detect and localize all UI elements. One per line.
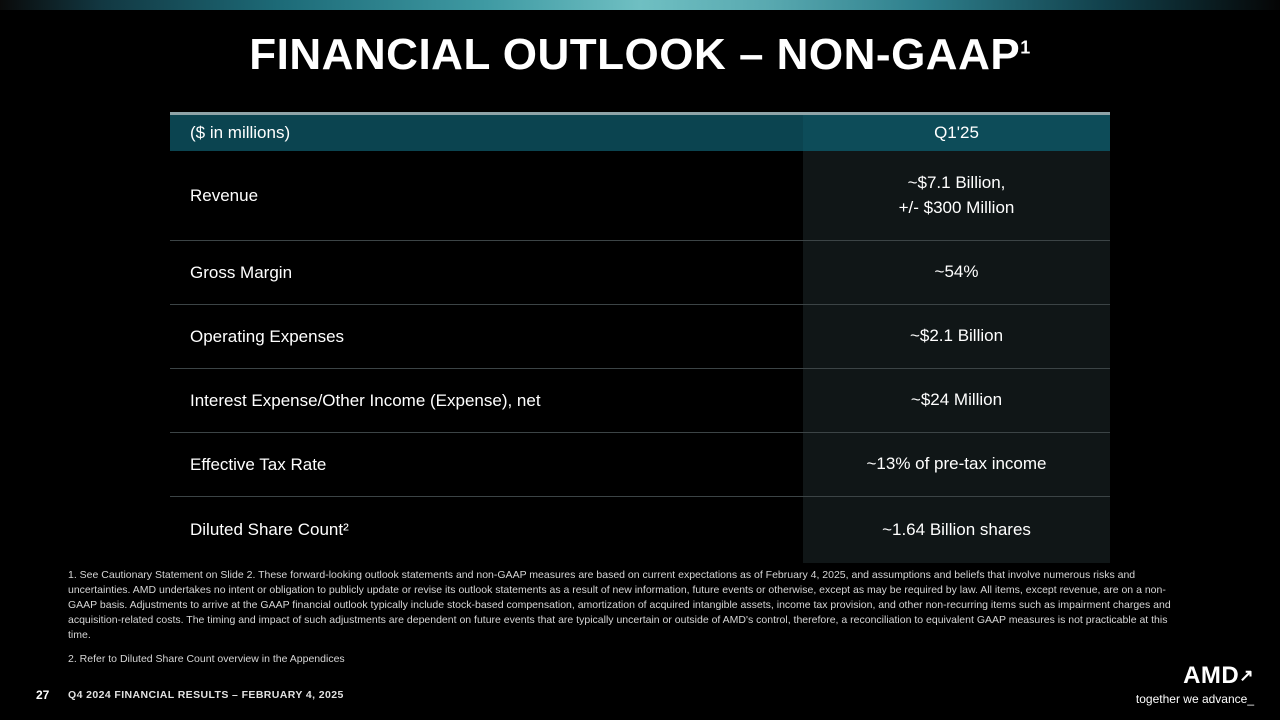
table-row <box>170 433 1110 497</box>
row-value-revenue-line2: +/- $300 Million <box>898 197 1015 217</box>
amd-wordmark <box>1136 664 1254 688</box>
row-label-effective-tax-rate: Effective Tax Rate <box>170 433 803 497</box>
row-label-gross-margin: Gross Margin <box>170 241 803 305</box>
amd-tagline: together we advance_ <box>1135 692 1254 706</box>
table-row <box>170 369 1110 433</box>
outlook-table <box>170 112 1110 563</box>
amd-wordmark-text: AMD <box>1183 662 1240 689</box>
row-label-interest-expense: Interest Expense/Other Income (Expense), net <box>170 369 803 433</box>
row-value-interest-expense: ~$24 Million <box>803 369 1110 433</box>
row-value-revenue-line1: ~$7.1 Billion, <box>907 172 1006 192</box>
row-label-diluted-share-count: Diluted Share Count² <box>170 497 803 563</box>
amd-arrow-icon: ↗ <box>1239 666 1254 685</box>
table-row <box>170 241 1110 305</box>
table-header-q125: Q1'25 <box>803 115 1110 151</box>
table-row <box>170 151 1110 241</box>
row-value-diluted-share-count: ~1.64 Billion shares <box>803 497 1110 563</box>
row-value-effective-tax-rate: ~13% of pre-tax income <box>803 433 1110 497</box>
amd-logo <box>1136 664 1254 706</box>
table-header-row <box>170 115 1110 151</box>
row-value-revenue <box>803 151 1110 241</box>
row-label-operating-expenses: Operating Expenses <box>170 305 803 369</box>
page-number: 27 <box>36 688 50 702</box>
row-value-gross-margin: ~54% <box>803 241 1110 305</box>
row-value-operating-expenses: ~$2.1 Billion <box>803 305 1110 369</box>
table-row <box>170 305 1110 369</box>
top-accent-bar <box>0 0 1280 10</box>
page-title <box>0 30 1280 80</box>
page-title-footnote-marker: 1 <box>1020 37 1031 58</box>
page-title-text: FINANCIAL OUTLOOK – NON-GAAP <box>249 30 1021 79</box>
footnote-2: 2. Refer to Diluted Share Count overview in the Appendices <box>68 652 345 665</box>
footnotes <box>68 568 1188 675</box>
table-header-label: ($ in millions) <box>170 115 803 151</box>
footnote-1: 1. See Cautionary Statement on Slide 2. These forward-looking outlook statements and non-GAAP measures are based on current expectations as of February 4, 2025, and assumptions and beliefs that involve numerous risks and uncertainties. AMD undertakes no intent or obligation to publicly update or revise its outlook statements as a result of new information, future events or otherwise, except as may be required by law. All items, except revenue, are on a non-GAAP basis. Adjustments to arrive at the GAAP financial outlook typically include stock-based compensation, amortization of acquired intangible assets, income tax provision, and other non-recurring items such as impairment charges and acquisition-related costs. The timing and impact of such adjustments are dependent on future events that are typically uncertain or outside of AMD's control, therefore, a reconciliation to equivalent GAAP measures is not practicable at this time. <box>68 569 1171 641</box>
table-row <box>170 497 1110 563</box>
footer-title: Q4 2024 FINANCIAL RESULTS – FEBRUARY 4, 2025 <box>68 689 344 701</box>
row-label-revenue: Revenue <box>170 151 803 241</box>
